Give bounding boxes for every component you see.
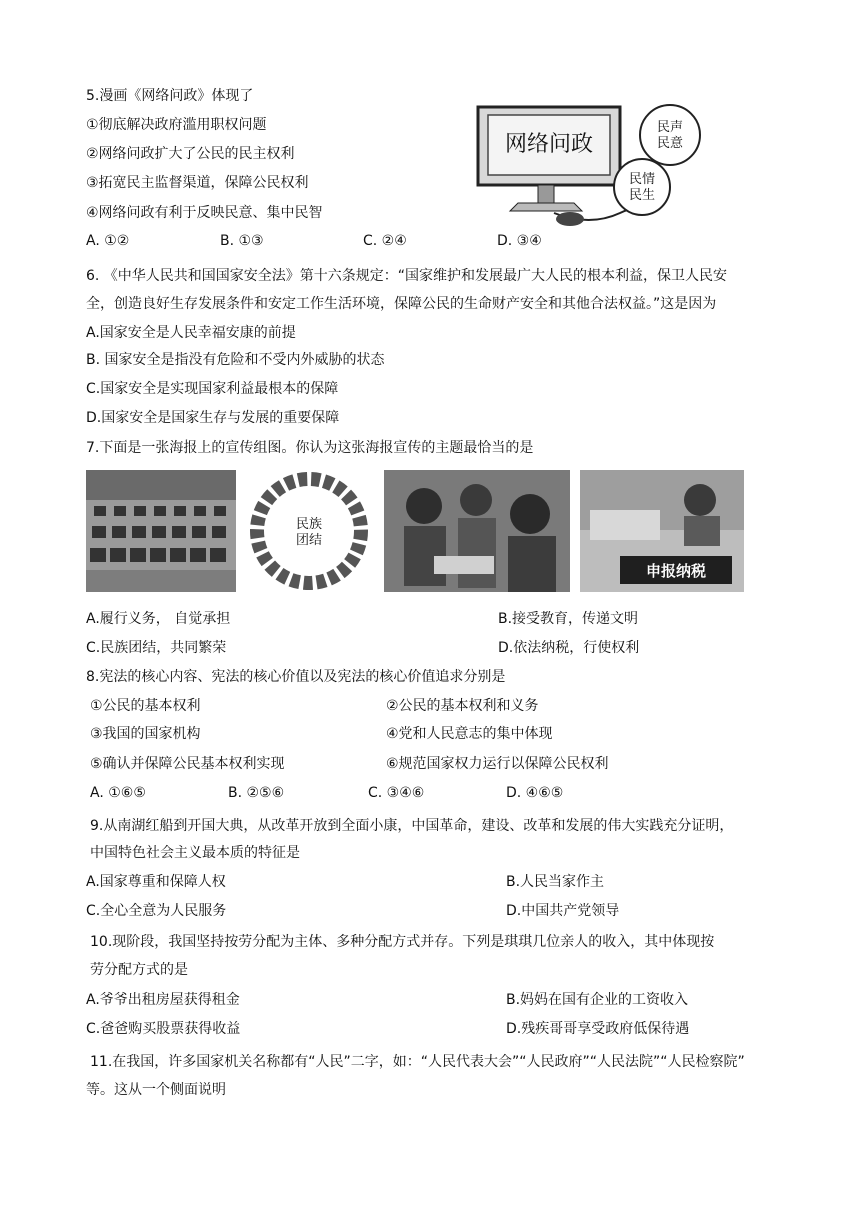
q5-option-d: D. ③④: [497, 233, 542, 249]
q6-stem-line-2: 全，创造良好生存发展条件和安定工作生活环境，保障公民的生命财产安全和其他合法权益。”这是因为: [86, 296, 717, 312]
q6-stem-line-1: 6. 《中华人民共和国国家安全法》第十六条规定：“国家维护和发展最广大人民的根本利益，保卫人民安: [86, 268, 728, 284]
svg-text:民声: 民声: [656, 120, 684, 135]
q5-option-a: A. ①②: [86, 233, 130, 249]
q6-option-c: C.国家安全是实现国家利益最根本的保障: [86, 381, 339, 397]
q9-option-c: C.全心全意为人民服务: [86, 903, 227, 919]
q8-item-2: ②公民的基本权利和义务: [386, 698, 539, 714]
q8-option-d: D. ④⑥⑤: [506, 785, 564, 801]
svg-text:民情: 民情: [628, 172, 656, 187]
q11-stem-line-2: 等。这从一个侧面说明: [86, 1082, 226, 1098]
svg-text:团结: 团结: [295, 533, 323, 548]
svg-text:民族: 民族: [295, 517, 323, 532]
q5-option-b: B. ①③: [220, 233, 264, 249]
q8-item-3: ③我国的国家机构: [90, 726, 201, 742]
q11-stem-line-1: 11.在我国，许多国家机关名称都有“人民”二字，如：“人民代表大会”“人民政府”“人民法院”“人民检察院”: [90, 1054, 745, 1070]
q7-option-b: B.接受教育，传递文明: [498, 611, 639, 627]
q6-option-a: A.国家安全是人民幸福安康的前提: [86, 325, 296, 341]
q9-option-d: D.中国共产党领导: [506, 903, 620, 919]
q7-option-d: D.依法纳税，行使权利: [498, 640, 640, 656]
police-students-photo: [384, 470, 570, 592]
q7-option-c: C.民族团结，共同繁荣: [86, 640, 227, 656]
q8-item-6: ⑥规范国家权力运行以保障公民权利: [386, 756, 609, 772]
q10-option-a: A.爷爷出租房屋获得租金: [86, 992, 240, 1008]
tax-declaration-photo: [580, 470, 744, 592]
q8-option-b: B. ②⑤⑥: [228, 785, 285, 801]
cartoon-screen-text: 网络问政: [504, 132, 594, 157]
network-politics-cartoon: [470, 95, 730, 230]
q10-stem-line-2: 劳分配方式的是: [90, 962, 188, 978]
q9-stem-line-2: 中国特色社会主义最本质的特征是: [90, 845, 300, 861]
q6-option-d: D.国家安全是国家生存与发展的重要保障: [86, 410, 340, 426]
q9-option-a: A.国家尊重和保障人权: [86, 874, 226, 890]
q5-item-1: ①彻底解决政府滥用职权问题: [86, 117, 267, 133]
q8-option-a: A. ①⑥⑤: [90, 785, 146, 801]
q6-option-b: B. 国家安全是指没有危险和不受内外威胁的状态: [86, 352, 385, 368]
q8-item-4: ④党和人民意志的集中体现: [386, 726, 553, 742]
q8-option-c: C. ③④⑥: [368, 785, 425, 801]
q7-stem: 7.下面是一张海报上的宣传组图。你认为这张海报宣传的主题最恰当的是: [86, 440, 534, 456]
q10-option-d: D.残疾哥哥享受政府低保待遇: [506, 1021, 690, 1037]
q10-stem-line-1: 10.现阶段，我国坚持按劳分配为主体、多种分配方式并存。下列是琪琪几位亲人的收入，其中体现按: [90, 934, 715, 950]
q10-option-c: C.爸爸购买股票获得收益: [86, 1021, 241, 1037]
svg-text:申报纳税: 申报纳税: [645, 562, 707, 580]
q7-option-a: A.履行义务， 自觉承担: [86, 611, 231, 627]
classroom-photo: [86, 470, 236, 592]
q5-item-2: ②网络问政扩大了公民的民主权利: [86, 146, 295, 162]
q5-item-3: ③拓宽民主监督渠道，保障公民权利: [86, 175, 309, 191]
q8-stem: 8.宪法的核心内容、宪法的核心价值以及宪法的核心价值追求分别是: [86, 669, 506, 685]
svg-text:民意: 民意: [656, 136, 684, 151]
q5-stem: 5.漫画《网络问政》体现了: [86, 88, 254, 104]
q5-option-c: C. ②④: [363, 233, 407, 249]
q8-item-5: ⑤确认并保障公民基本权利实现: [90, 756, 285, 772]
q9-option-b: B.人民当家作主: [506, 874, 605, 890]
q9-stem-line-1: 9.从南湖红船到开国大典，从改革开放到全面小康，中国革命，建设、改革和发展的伟大实践充分证明，: [90, 818, 734, 834]
q10-option-b: B.妈妈在国有企业的工资收入: [506, 992, 689, 1008]
q5-item-4: ④网络问政有利于反映民意、集中民智: [86, 205, 323, 221]
ethnic-unity-photo: [244, 470, 374, 592]
svg-text:民生: 民生: [628, 188, 656, 203]
q8-item-1: ①公民的基本权利: [90, 698, 201, 714]
